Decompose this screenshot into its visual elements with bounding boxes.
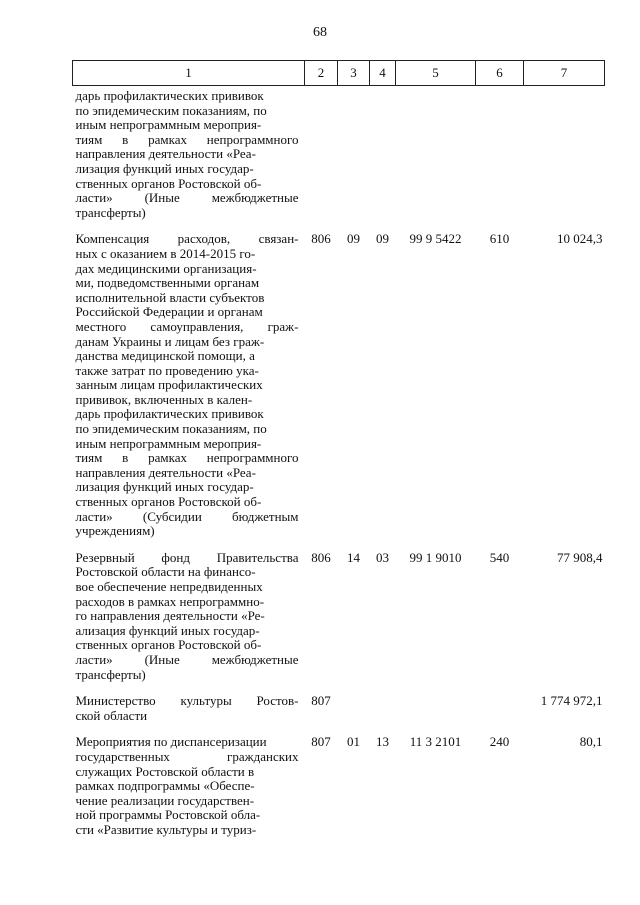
subsection-code-cell: 13 [376,734,389,750]
description-line: ми, подведомственными органам [75,275,260,291]
description-line: ственных органов Ростовской об- [75,494,262,510]
description-line: чение реализации государствен- [75,792,255,808]
description-line: занным лицам профилактических [75,377,263,393]
description-line: направления деятельности «Реа- [75,146,256,162]
subsection-code-cell: 03 [376,549,389,565]
description-line: лизация функций иных государ- [75,160,254,176]
description-line: ной программы Ростовской обла- [75,807,261,823]
table-row [73,86,605,221]
page-number: 68 [313,25,327,40]
description-line: местного самоуправления, граж- [75,318,299,334]
ministry-code-cell: 807 [311,693,331,709]
ministry-code-cell: 807 [311,734,331,750]
target-article-code-cell [396,682,476,723]
ministry-code-cell: 806 [311,549,331,565]
table-body [73,86,605,838]
description-line: дах медицинскими организация- [75,260,257,276]
budget-table [72,60,605,838]
target-article-code-cell [396,86,476,221]
ministry-code-cell [305,86,338,221]
description-line: тиям в рамках непрограммного [75,131,299,147]
description-line: ской области [75,707,148,723]
section-code-cell: 09 [347,231,360,247]
expense-type-code-cell [476,86,524,221]
description-line: иным непрограммным мероприя- [75,117,262,133]
ministry-code-cell: 806 [311,231,331,247]
target-article-code-cell: 99 1 9010 [409,549,462,565]
description-line: вое обеспечение непредвиденных [75,579,263,594]
row-description [73,539,305,682]
expense-type-code-cell: 610 [489,231,510,247]
column-header-2: 2 [305,61,338,86]
description-line: дарь профилактических прививок [75,406,264,422]
row-description [73,682,305,723]
description-line: по эпидемическим показаниям, по [75,421,267,437]
description-line: данства медицинской помощи, а [75,348,255,364]
row-description [73,723,305,837]
table-row [73,539,605,682]
description-line: ственных органов Ростовской об- [75,175,262,191]
description-line: ласти» (Иные межбюджетные [75,651,299,667]
description-line: государственных гражданских [75,748,299,764]
column-header-7: 7 [524,61,605,86]
expense-type-code-cell: 240 [489,734,510,750]
description-line: тиям в рамках непрограммного [75,450,299,466]
description-line: Резервный фонд Правительства [75,549,299,565]
description-line: ализация функций иных государ- [75,622,260,638]
description-line: расходов в рамках непрограммно- [75,593,265,609]
expense-type-code-cell: 540 [489,549,510,565]
table-header-row [73,61,605,86]
description-line: рамках подпрограммы «Обеспе- [75,778,255,794]
column-header-4: 4 [370,61,396,86]
description-line: го направления деятельности «Ре- [75,608,265,624]
column-header-1: 1 [73,61,305,86]
description-line: ласти» (Иные межбюджетные [75,190,299,206]
description-line: также затрат по проведению ука- [75,362,259,378]
description-line: дарь профилактических прививок [75,88,264,103]
subsection-code-cell: 09 [376,231,389,247]
table-row [73,682,605,723]
amount-cell: 80,1 [579,734,603,750]
row-description [73,220,305,538]
column-header-5: 5 [396,61,476,86]
description-line: ласти» (Субсидии бюджетным [75,508,299,524]
description-line: Ростовской области на финансо- [75,564,256,580]
section-code-cell: 14 [347,549,360,565]
target-article-code-cell: 99 9 5422 [409,231,462,247]
description-line: служащих Ростовской области в [75,763,255,779]
description-line: трансферты) [75,204,146,220]
expense-type-code-cell [476,682,524,723]
description-line: по эпидемическим показаниям, по [75,102,267,118]
section-code-cell [338,682,370,723]
description-line: ных с оказанием в 2014-2015 го- [75,245,256,261]
description-line: данам Украины и лицам без граж- [75,333,265,349]
description-line: иным непрограммным мероприя- [75,435,262,451]
description-line: направления деятельности «Реа- [75,464,256,480]
description-line: лизация функций иных государ- [75,479,254,495]
description-line: Мероприятия по диспансеризации [75,734,267,750]
table-row [73,220,605,538]
description-line: трансферты) [75,666,146,682]
target-article-code-cell: 11 3 2101 [409,734,462,750]
column-header-6: 6 [476,61,524,86]
section-code-cell [338,86,370,221]
description-line: исполнительной власти субъектов [75,289,265,305]
amount-cell: 77 908,4 [557,549,603,565]
table-row [73,723,605,837]
subsection-code-cell [370,86,396,221]
column-header-3: 3 [338,61,370,86]
subsection-code-cell [370,682,396,723]
amount-cell: 10 024,3 [557,231,603,247]
amount-cell: 1 774 972,1 [540,693,603,709]
row-description [73,86,305,221]
description-line: учреждениям) [75,523,155,539]
description-line: Компенсация расходов, связан- [75,231,299,247]
description-line: Российской Федерации и органам [75,304,263,320]
section-code-cell: 01 [347,734,360,750]
description-line: прививок, включенных в кален- [75,391,253,407]
description-line: ственных органов Ростовской об- [75,637,262,653]
description-line: сти «Развитие культуры и туриз- [75,821,257,837]
description-line: Министерство культуры Ростов- [75,693,299,709]
amount-cell [524,86,605,221]
